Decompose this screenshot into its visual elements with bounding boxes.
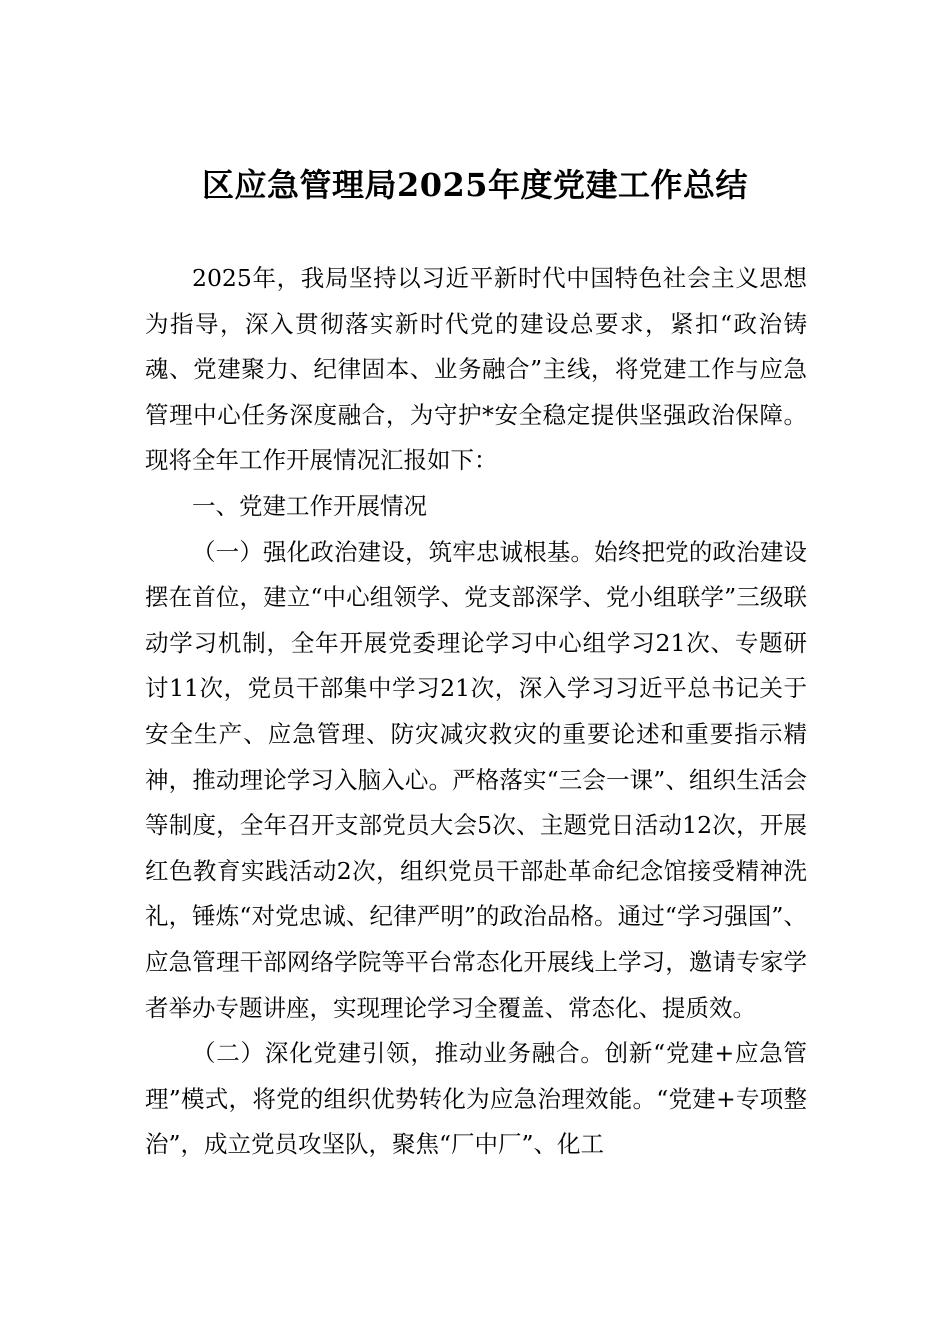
intro-paragraph: 2025年，我局坚持以习近平新时代中国特色社会主义思想为指导，深入贯彻落实新时代党的建设总要求，紧扣“政治铸魂、党建聚力、纪律固本、业务融合”主线，将党建工作与应急管理中心任务深度融合，为守护*安全稳定提供坚强政治保障。现将全年工作开展情况汇报如下： [145,264,807,475]
political-building-paragraph: （一）强化政治建设，筑牢忠诚根基。始终把党的政治建设摆在首位，建立“中心组领学、党支部深学、党小组联学”三级联动学习机制，全年开展党委理论学习中心组学习21次、专题研讨11次，党员干部集中学习21次，深入学习习近平总书记关于安全生产、应急管理、防灾减灾救灾的重要论述和重要指示精神，推动理论学习入脑入心。严格落实“三会一课”、组织生活会等制度，全年召开支部党员大会5次、主题党日活动12次，开展红色教育实践活动2次，组织党员干部赴革命纪念馆接受精神洗礼，锤炼“对党忠诚、纪律严明”的政治品格。通过“学习强国”、应急管理干部网络学院等平台常态化开展线上学习，邀请专家学者举办专题讲座，实现理论学习全覆盖、常态化、提质效。 [145,537,807,1022]
document-body [145,256,807,1168]
document-title: 区应急管理局2025年度党建工作总结 [201,166,749,204]
party-building-integration-paragraph: （二）深化党建引领，推动业务融合。创新“党建+应急管理”模式，将党的组织优势转化为应急治理效能。“党建+专项整治”，成立党员攻坚队，聚焦“厂中厂”、化工 [145,1039,807,1159]
section-heading: 一、党建工作开展情况 [192,491,427,520]
